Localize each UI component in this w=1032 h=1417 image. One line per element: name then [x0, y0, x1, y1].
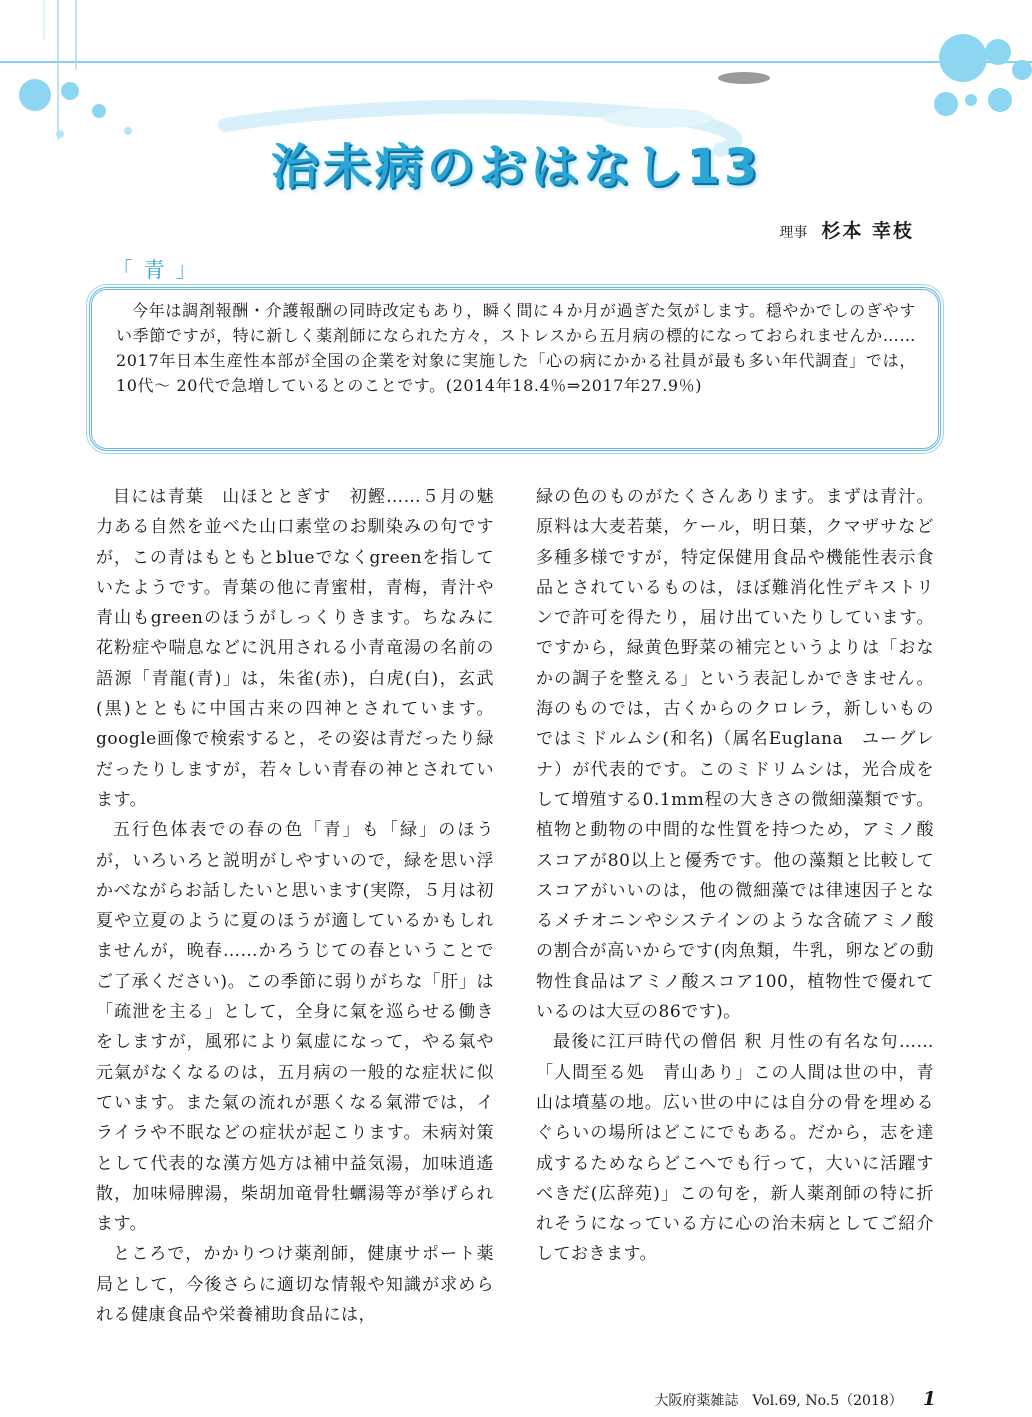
bubble: [934, 92, 958, 116]
bubble: [985, 39, 1011, 65]
page-number: 1: [922, 1388, 936, 1410]
bubble: [92, 104, 106, 118]
body-paragraph: 緑の色のものがたくさんあります。まずは青汁。原料は大麦若葉，ケール，明日葉，クマザサなど多種多様ですが，特定保健用食品や機能性表示食品とされているものは，ほぼ難消化性デキストリンで許可を得たり，届け出ていたりしています。ですから，緑黄色野菜の補完というよりは「おなかの調子を整える」という表記しかできません。海のものでは，古くからのクロレラ，新しいものではミドルムシ(和名)（属名Euglana ユーグレナ）が代表的です。このミドリムシは，光合成をして増殖する0.1mm程の大きさの微細藻類です。植物と動物の中間的な性質を持つため，アミノ酸スコアが80以上と優秀です。他の藻類と比較してスコアがいいのは，他の微細藻では律速因子となるメチオニンやシステインのような含硫アミノ酸の割合が高いからです(肉魚類，牛乳，卵などの動物性食品はアミノ酸スコア100，植物性で優れているのは大豆の86です)。: [536, 487, 934, 1023]
page-footer: [654, 1388, 936, 1410]
left-column: [96, 482, 494, 1330]
intro-box: [89, 287, 941, 451]
right-column: [536, 482, 934, 1270]
author-byline: [779, 216, 914, 243]
bubble: [939, 34, 987, 82]
author-role: 理事: [779, 225, 808, 241]
bubble: [965, 94, 977, 106]
article-title: 治未病のおはなし13: [270, 139, 762, 195]
intro-paragraph: 今年は調剤報酬・介護報酬の同時改定もあり，瞬く間に４か月が過ぎた気がします。穏やかでしのぎやすい季節ですが，特に新しく薬剤師になられた方々，ストレスから五月病の標的になっておられませんか……2017年日本生産性本部が全国の企業を対象に実施した「心の病にかかる社員が最も多い年代調査」では，10代～ 20代で急増しているとのことです。(2014年18.4％⇒2017年27.9％): [116, 301, 916, 395]
bubble: [61, 82, 79, 100]
body-paragraph: 最後に江戸時代の僧侶 釈 月性の有名な句……「人間至る処 青山あり」この人間は世の中，青山は墳墓の地。広い世の中には自分の骨を埋めるぐらいの場所はどこにでもある。だから，志を達成するためならどこへでも行って，大いに活躍すべきだ(広辞苑)」この句を，新人薬剤師の特に折れそうになっている方に心の治未病としてご紹介しておきます。: [536, 1032, 934, 1265]
bubble: [1012, 60, 1032, 80]
bubble: [988, 88, 1012, 112]
body-paragraph: ところで，かかりつけ薬剤師，健康サポート薬局として，今後さらに適切な情報や知識が求められる健康食品や栄養補助食品には，: [96, 1244, 494, 1326]
decorative-dash: [718, 72, 770, 84]
bubble: [19, 79, 51, 111]
journal-citation: 大阪府薬雑誌 Vol.69, No.5（2018）: [654, 1393, 903, 1409]
body-paragraph: 目には青葉 山ほととぎす 初鰹……５月の魅力ある自然を並べた山口素堂のお馴染みの句ですが，この青はもともとblueでなくgreenを指していたようです。青葉の他に青蜜柑，青梅，青汁や青山もgreenのほうがしっくりきます。ちなみに花粉症や喘息などに汎用される小青竜湯の名前の語源「青龍(青)」は，朱雀(赤)，白虎(白)，玄武(黒)とともに中国古来の四神とされています。google画像で検索すると，その姿は青だったり緑だったりしますが，若々しい青春の神とされています。: [96, 487, 494, 810]
author-name: 杉本 幸枝: [821, 220, 914, 242]
body-paragraph: 五行色体表での春の色「青」も「緑」のほうが，いろいろと説明がしやすいので，緑を思い浮かべながらお話したいと思います(実際，５月は初夏や立夏のように夏のほうが適しているかもしれませんが，晩春……かろうじての春ということでご了承ください)。この季節に弱りがちな「肝」は「疏泄を主る」として，全身に氣を巡らせる働きをしますが，風邪により氣虚になって，やる氣や元氣がなくなるのは，五月病の一般的な症状に似ています。また氣の流れが悪くなる氣滞では，イライラや不眠などの症状が起こります。未病対策として代表的な漢方処方は補中益気湯，加味逍遙散，加味帰脾湯，柴胡加竜骨牡蠣湯等が挙げられます。: [96, 820, 494, 1235]
section-heading: 「 青 」: [112, 258, 199, 282]
